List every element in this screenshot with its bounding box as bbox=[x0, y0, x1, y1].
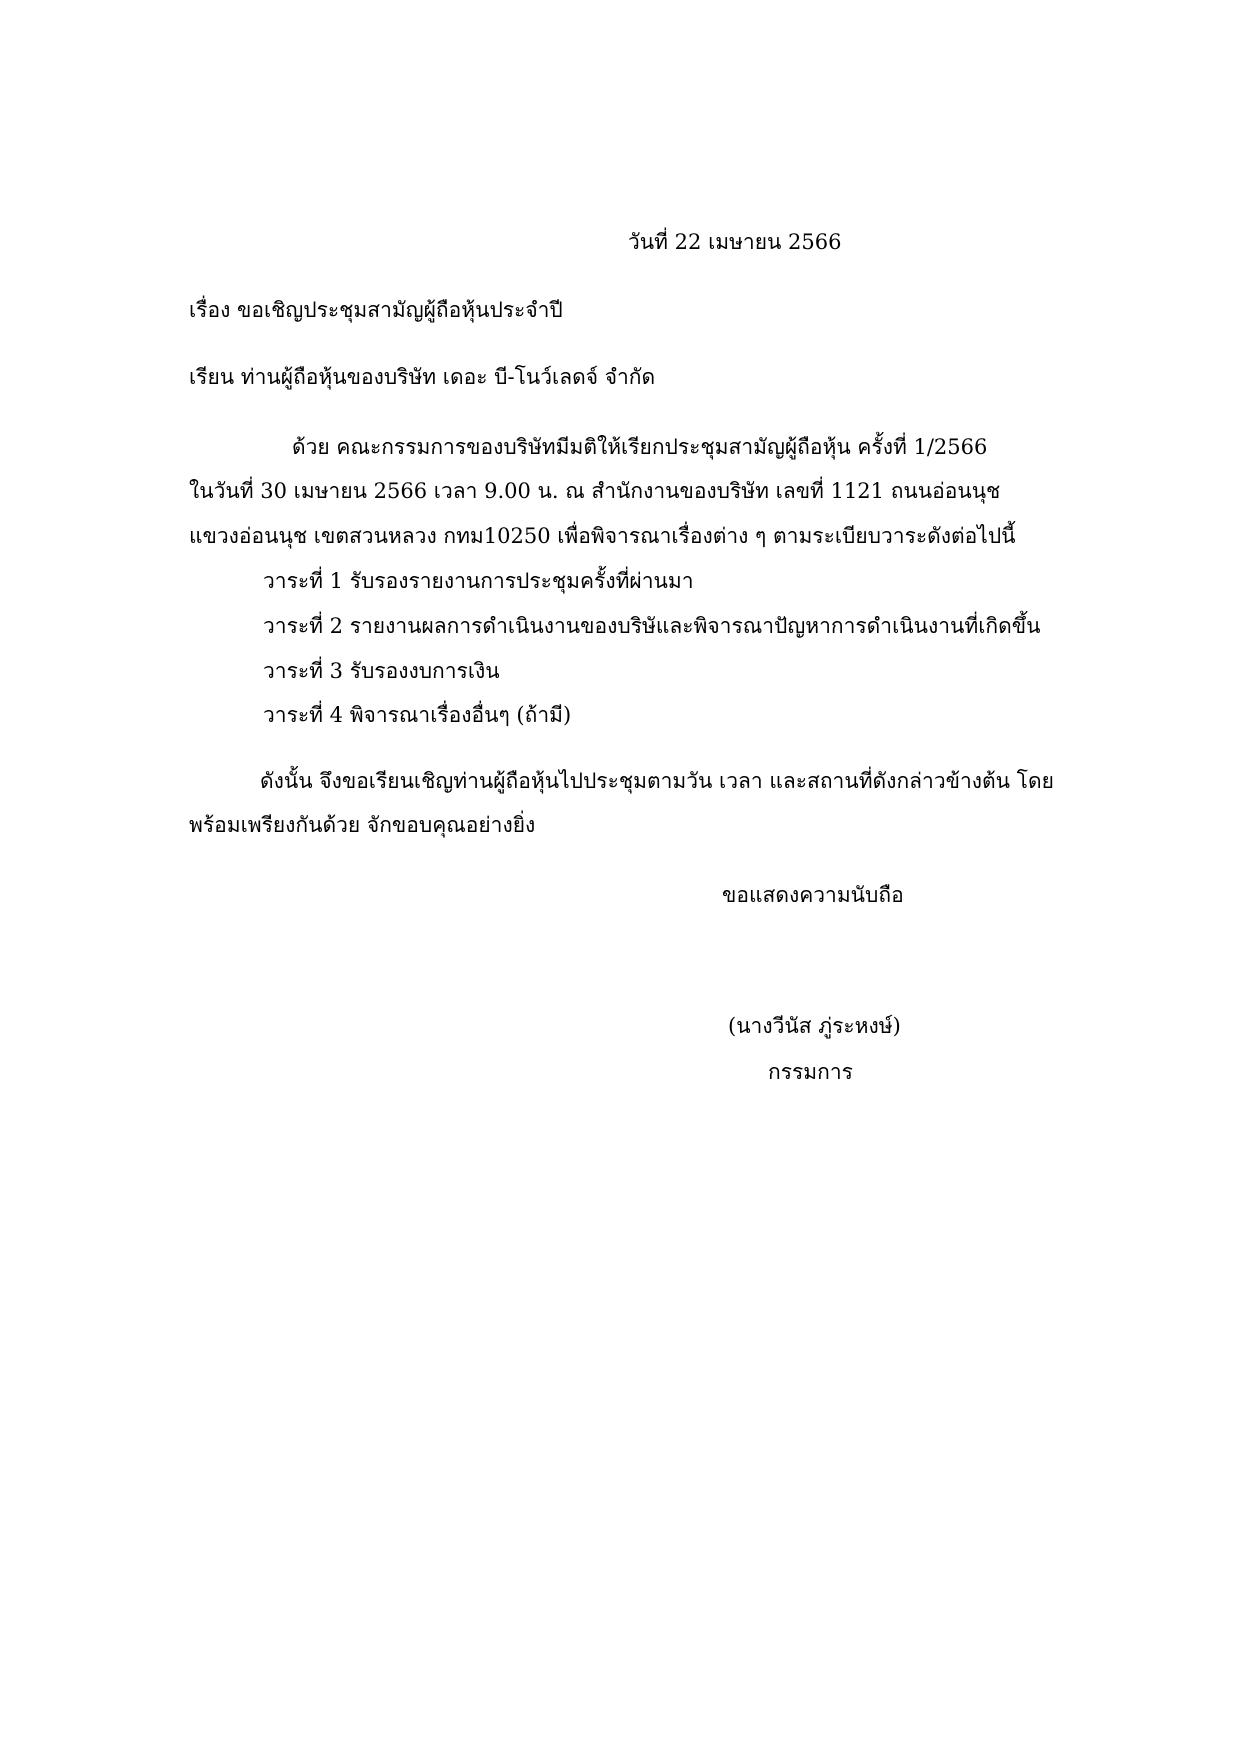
agenda-item: วาระที่ 1 รับรองรายงานการประชุมครั้งที่ผ่านมา bbox=[263, 569, 694, 593]
signatory-name: (นางวีนัส ภู่ระหงษ์) bbox=[728, 1014, 901, 1038]
closing-phrase: ขอแสดงความนับถือ bbox=[722, 883, 904, 907]
letter-subject: เรื่อง ขอเชิญประชุมสามัญผู้ถือหุ้นประจำปี bbox=[189, 298, 563, 322]
body-paragraph-2-line-2: พร้อมเพรียงกันด้วย จักขอบคุณอย่างยิ่ง bbox=[189, 813, 536, 837]
agenda-item: วาระที่ 3 รับรองงบการเงิน bbox=[263, 659, 500, 683]
signatory-title: กรรมการ bbox=[768, 1060, 853, 1084]
agenda-item: วาระที่ 2 รายงานผลการดำเนินงานของบริษัและพิจารณาปัญหาการดำเนินงานที่เกิดขึ้น bbox=[263, 614, 1041, 638]
body-paragraph-2-line-1: ดังนั้น จึงขอเรียนเชิญท่านผู้ถือหุ้นไปประชุมตามวัน เวลา และสถานที่ดังกล่าวข้างต้น โดย bbox=[260, 769, 1054, 793]
letter-date: วันที่ 22 เมษายน 2566 bbox=[628, 230, 842, 254]
body-paragraph-1-line-3: แขวงอ่อนนุช เขตสวนหลวง กทม10250 เพื่อพิจารณาเรื่องต่าง ๆ ตามระเบียบวาระดังต่อไปนี้ bbox=[189, 524, 1016, 548]
body-paragraph-1-line-1: ด้วย คณะกรรมการของบริษัทมีมติให้เรียกประชุมสามัญผู้ถือหุ้น ครั้งที่ 1/2566 bbox=[292, 435, 988, 459]
body-paragraph-1-line-2: ในวันที่ 30 เมษายน 2566 เวลา 9.00 น. ณ สำนักงานของบริษัท เลขที่ 1121 ถนนอ่อนนุช bbox=[189, 479, 1001, 503]
agenda-item: วาระที่ 4 พิจารณาเรื่องอื่นๆ (ถ้ามี) bbox=[263, 703, 572, 727]
letter-recipient: เรียน ท่านผู้ถือหุ้นของบริษัท เดอะ บี-โนว์เลดจ์ จำกัด bbox=[189, 365, 656, 389]
